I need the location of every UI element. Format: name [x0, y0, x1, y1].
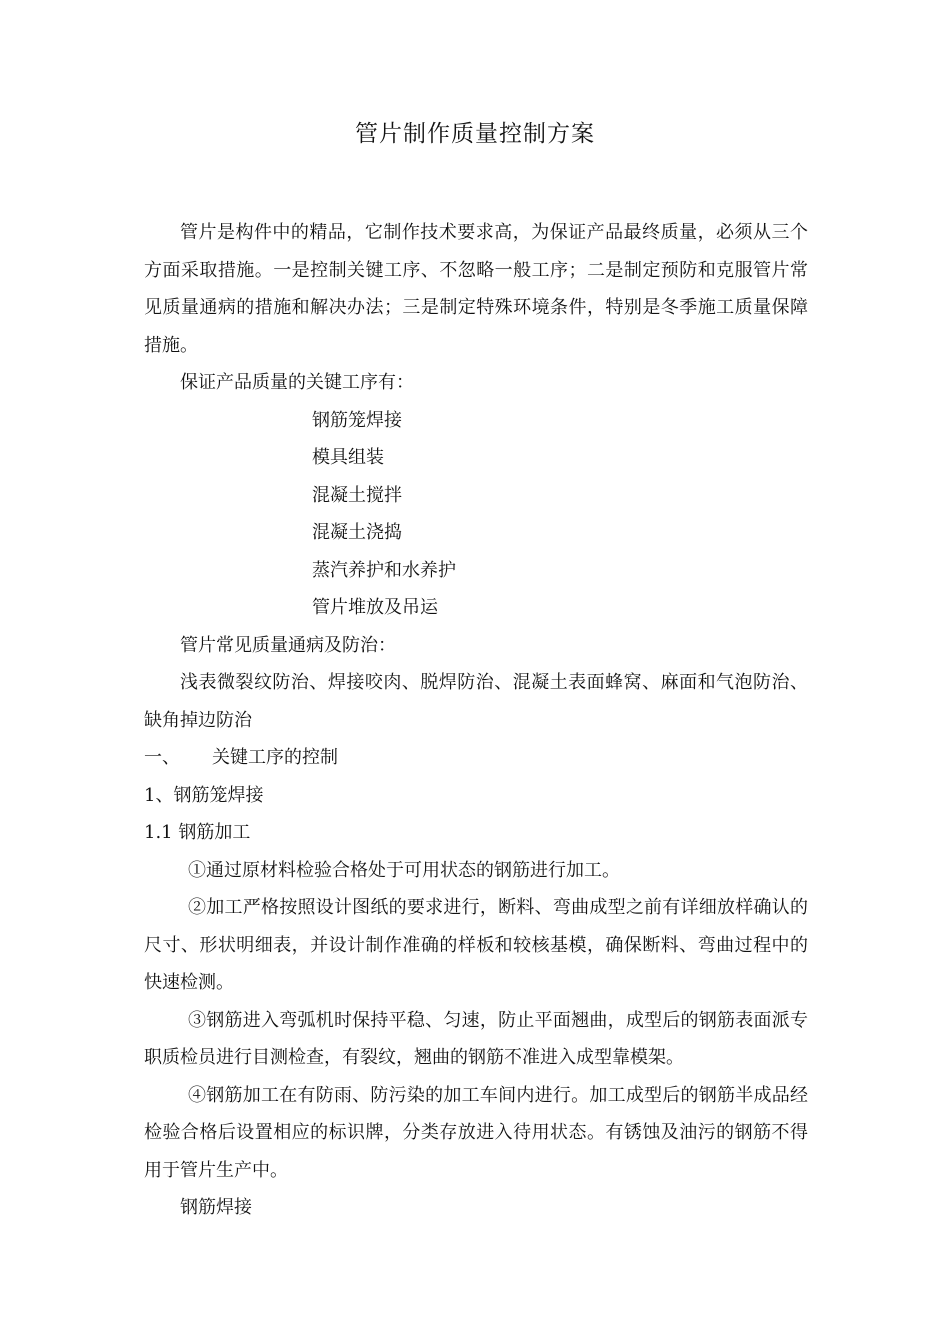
point-paragraph: ④钢筋加工在有防雨、防污染的加工车间内进行。加工成型后的钢筋半成品经检验合格后设置相应的标识牌，分类存放进入待用状态。有锈蚀及油污的钢筋不得用于管片生产中。	[144, 1084, 808, 1181]
point-paragraph: ②加工严格按照设计图纸的要求进行，断料、弯曲成型之前有详细放样确认的尺寸、形状明细表，并设计制作准确的样板和较核基模，确保断料、弯曲过程中的快速检测。	[144, 897, 808, 993]
list-item: 蒸汽养护和水养护	[312, 559, 456, 581]
list-item: 模具组装	[312, 447, 384, 468]
subsubsection-heading: 钢筋焊接	[180, 1197, 252, 1218]
list-item: 钢筋笼焊接	[312, 409, 402, 431]
subsection-heading: 1、钢筋笼焊接	[144, 784, 264, 806]
section-title: 关键工序的控制	[212, 747, 338, 768]
defects-label: 管片常见质量通病及防治：	[180, 634, 396, 656]
section-number: 一、	[144, 747, 180, 768]
defects-paragraph: 浅表微裂纹防治、焊接咬肉、脱焊防治、混凝土表面蜂窝、麻面和气泡防治、缺角掉边防治	[144, 672, 808, 731]
list-item: 管片堆放及吊运	[312, 597, 438, 618]
intro-paragraph: 管片是构件中的精品，它制作技术要求高，为保证产品最终质量，必须从三个方面采取措施。一是控制关键工序、不忽略一般工序；二是制定预防和克服管片常见质量通病的措施和解决办法；三是制定特殊环境条件，特别是冬季施工质量保障措施。	[144, 222, 808, 356]
point-paragraph: ③钢筋进入弯弧机时保持平稳、匀速，防止平面翘曲，成型后的钢筋表面派专职质检员进行目测检查，有裂纹，翘曲的钢筋不准进入成型靠模架。	[144, 1009, 808, 1068]
section-heading	[144, 739, 808, 777]
list-item: 混凝土搅拌	[312, 484, 402, 506]
page-title: 管片制作质量控制方案	[355, 121, 595, 147]
subsubsection-heading: 1.1 钢筋加工	[144, 822, 251, 843]
key-process-label: 保证产品质量的关键工序有：	[180, 372, 414, 393]
key-process-list	[144, 402, 808, 627]
point-paragraph: ①通过原材料检验合格处于可用状态的钢筋进行加工。	[188, 859, 620, 881]
list-item: 混凝土浇捣	[312, 522, 402, 543]
document-body	[144, 214, 808, 1227]
